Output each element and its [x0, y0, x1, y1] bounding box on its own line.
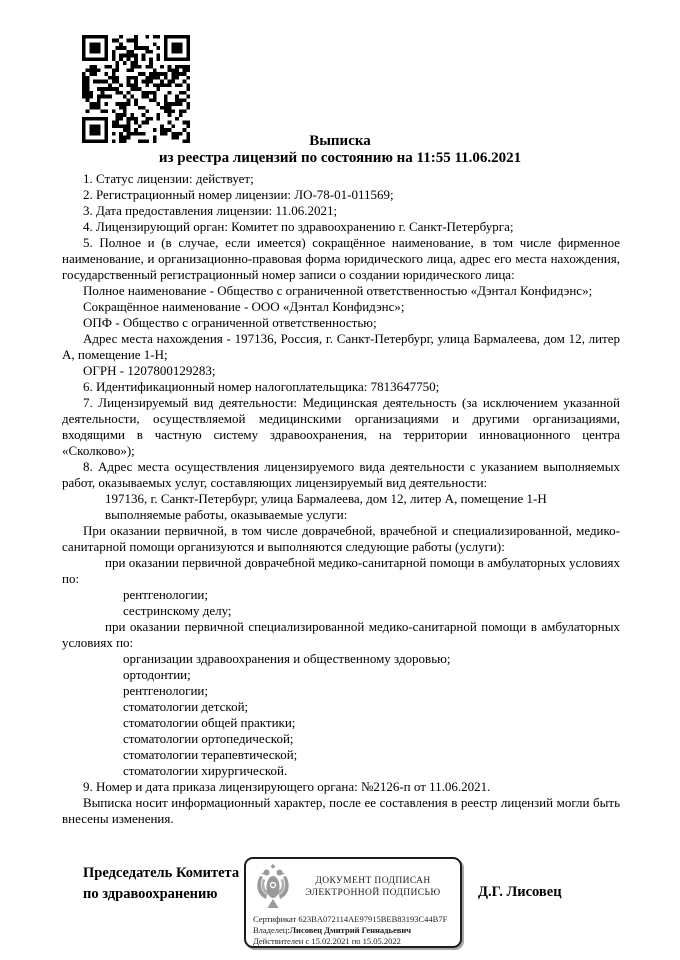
service-item: стоматологии ортопедической; — [123, 731, 294, 746]
eagle-emblem-icon — [253, 863, 293, 911]
validity-line: Действителен с 15.02.2021 по 15.05.2022 — [253, 936, 401, 946]
owner-value: Лисовец Дмитрий Геннадьевич — [289, 925, 412, 935]
certificate-line — [253, 914, 453, 925]
certificate-label: Сертификат — [253, 914, 297, 924]
digital-signature-stamp — [244, 857, 462, 948]
paragraph-primary-care: При оказании первичной, в том числе доврачебной, врачебной и специализированной, медико-санитарной помощи организуются и выполняются следующие работы (услуги): — [62, 523, 620, 554]
paragraph-ogrn: ОГРН - 1207800129283; — [83, 363, 216, 378]
paragraph-grant-date: 3. Дата предоставления лицензии: 11.06.2021; — [83, 203, 338, 218]
signer-position-line1: Председатель Комитета — [83, 865, 240, 881]
doc-title: Выписка — [309, 133, 371, 149]
service-item: сестринскому делу; — [123, 603, 232, 618]
document-body — [62, 171, 620, 827]
paragraph-licensing-body: 4. Лицензирующий орган: Комитет по здравоохранению г. Санкт-Петербурга; — [83, 219, 514, 234]
paragraph-inn: 6. Идентификационный номер налогоплательщика: 7813647750; — [83, 379, 440, 394]
doc-subtitle: из реестра лицензий по состоянию на 11:55 11.06.2021 — [158, 150, 522, 166]
paragraph-works-label: выполняемые работы, оказываемые услуги: — [105, 507, 348, 522]
stamp-signed-text — [293, 875, 453, 899]
service-item: рентгенологии; — [123, 587, 208, 602]
signer-name: Д.Г. Лисовец — [478, 884, 562, 900]
qr-code — [82, 35, 190, 143]
document-title-block — [0, 133, 680, 167]
owner-line — [253, 925, 453, 936]
service-item: ортодонтии; — [123, 667, 191, 682]
paragraph-full-name: Полное наименование - Общество с ограниченной ответственностью «Дэнтал Конфидэнс»; — [83, 283, 593, 298]
paragraph-order-number: 9. Номер и дата приказа лицензирующего органа: №2126-п от 11.06.2021. — [83, 779, 491, 794]
service-item: стоматологии хирургической. — [123, 763, 288, 778]
paragraph-opf: ОПФ - Общество с ограниченной ответственностью; — [83, 315, 377, 330]
signer-position — [83, 863, 239, 905]
service-item: стоматологии общей практики; — [123, 715, 296, 730]
paragraph-activity-address: 197136, г. Санкт-Петербург, улица Бармалеева, дом 12, литер А, помещение 1-Н — [105, 491, 547, 506]
service-item: стоматологии терапевтической; — [123, 747, 298, 762]
signature-block — [62, 855, 620, 955]
paragraph-specialized-care: при оказании первичной специализированной медико-санитарной помощи в амбулаторных условиях по: — [62, 619, 620, 650]
paragraph-short-name: Сокращённое наименование - ООО «Дэнтал Конфидэнс»; — [83, 299, 405, 314]
paragraph-full-name-intro: 5. Полное и (в случае, если имеется) сокращённое наименование, в том числе фирменное наименование, и организационно-правовая форма юридического лица, адрес его места нахождения, государственный регистрационный номер записи о создании юридического лица: — [62, 235, 620, 282]
stamp-header — [253, 863, 453, 911]
stamp-line2: ЭЛЕКТРОННОЙ ПОДПИСЬЮ — [305, 888, 441, 898]
paragraph-reg-number: 2. Регистрационный номер лицензии: ЛО-78-01-011569; — [83, 187, 394, 202]
owner-label: Владелец: — [253, 925, 290, 935]
paragraph-activity-address-intro: 8. Адрес места осуществления лицензируемого вида деятельности с указанием выполняемых работ, оказываемых услуг, составляющих лицензируемый вид деятельности: — [62, 459, 620, 490]
certificate-value: 623BA072114AE97915BEB83193C44B7F — [298, 914, 448, 924]
paragraph-status: 1. Статус лицензии: действует; — [83, 171, 254, 186]
paragraph-activity-type: 7. Лицензируемый вид деятельности: Медицинская деятельность (за исключением указанной деятельности, осуществляемой медицинскими организациями и другими организациями, входящими в частную систему здравоохранения, на территории инновационного центра «Сколково»); — [62, 395, 620, 458]
stamp-certificate-info — [253, 914, 453, 947]
paragraph-disclaimer: Выписка носит информационный характер, после ее составления в реестр лицензий могли быть внесены изменения. — [62, 795, 620, 826]
service-item: организации здравоохранения и общественному здоровью; — [123, 651, 451, 666]
paragraph-address: Адрес места нахождения - 197136, Россия, г. Санкт-Петербург, улица Бармалеева, дом 12, литер А, помещение 1-Н; — [62, 331, 620, 362]
paragraph-pre-medical-care: при оказании первичной доврачебной медико-санитарной помощи в амбулаторных условиях по: — [62, 555, 620, 586]
service-item: стоматологии детской; — [123, 699, 249, 714]
service-item: рентгенологии; — [123, 683, 208, 698]
stamp-line1: ДОКУМЕНТ ПОДПИСАН — [315, 876, 431, 886]
signer-position-line2: по здравоохранению — [83, 886, 218, 902]
